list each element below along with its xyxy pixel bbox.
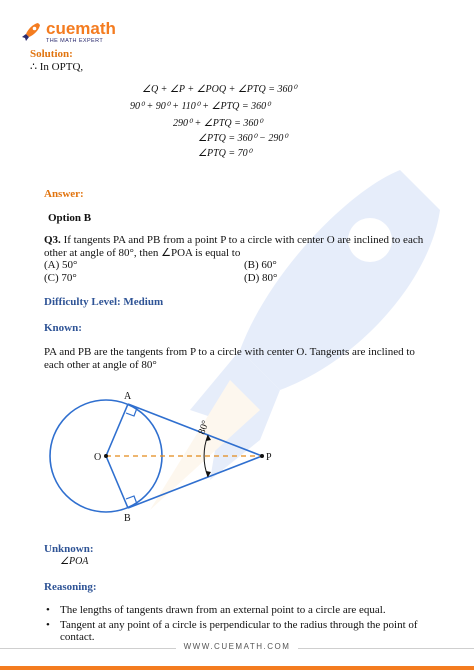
cuemath-logo[interactable] [20,20,116,45]
reasoning-bullet-2: • Tangent at any point of a circle is perpendicular to the radius through the point of contact. [46,619,426,644]
option-c: (C) 70° [44,272,77,284]
rocket-logo-icon [20,21,42,43]
point-o [104,454,108,458]
unknown-heading: Unknown: [44,543,94,555]
solution-line-1: ∠Q + ∠P + ∠POQ + ∠PTQ = 360⁰ [142,84,297,95]
point-p [260,454,264,458]
label-angle: 80° [196,419,212,437]
tangent-pa [128,404,262,456]
question-text: If tangents PA and PB from a point P to a circle with center O are inclined to each other at angle of 80°, then ∠POA is equal to [44,234,424,259]
difficulty-level: Difficulty Level: Medium [44,296,164,308]
question-block [44,234,424,260]
option-d: (D) 80° [244,272,278,284]
footer-accent-bar [0,666,474,670]
question-number: Q3. [44,234,61,246]
radius-oa [106,404,128,456]
label-b: B [124,513,131,524]
brand-tagline: THE MATH EXPERT [46,38,104,44]
label-a: A [124,391,132,402]
solution-line-2: 90⁰ + 90⁰ + 110⁰ + ∠PTQ = 360⁰ [130,101,271,112]
reasoning-bullet-1: • The lengths of tangents drawn from an external point to a circle are equal. [46,604,426,617]
footer-url[interactable]: WWW.CUEMATH.COM [176,642,299,651]
solution-line-5: ∠PTQ = 70⁰ [198,148,252,159]
known-heading: Known: [44,322,82,334]
tangent-diagram [40,385,280,525]
radius-ob [106,456,128,508]
solution-line-3: 290⁰ + ∠PTQ = 360⁰ [173,118,263,129]
unknown-value: ∠POA [60,556,89,567]
option-a: (A) 50° [44,259,78,271]
known-text: PA and PB are the tangents from P to a circle with center O. Tangents are inclined to each other at angle of 80° [44,346,415,371]
reasoning-heading: Reasoning: [44,581,97,593]
page-footer [0,640,474,670]
label-o: O [94,452,102,463]
brand-name: cuemath [46,19,116,38]
option-b: (B) 60° [244,259,277,271]
answer-heading: Answer: [44,188,84,200]
solution-intro: ∴ In OPTQ, [30,61,84,73]
tangent-pb [128,456,262,508]
label-p: P [266,452,272,463]
solution-heading: Solution: [30,48,73,60]
solution-line-4: ∠PTQ = 360⁰ − 290⁰ [198,133,288,144]
answer-value: Option B [48,212,92,224]
